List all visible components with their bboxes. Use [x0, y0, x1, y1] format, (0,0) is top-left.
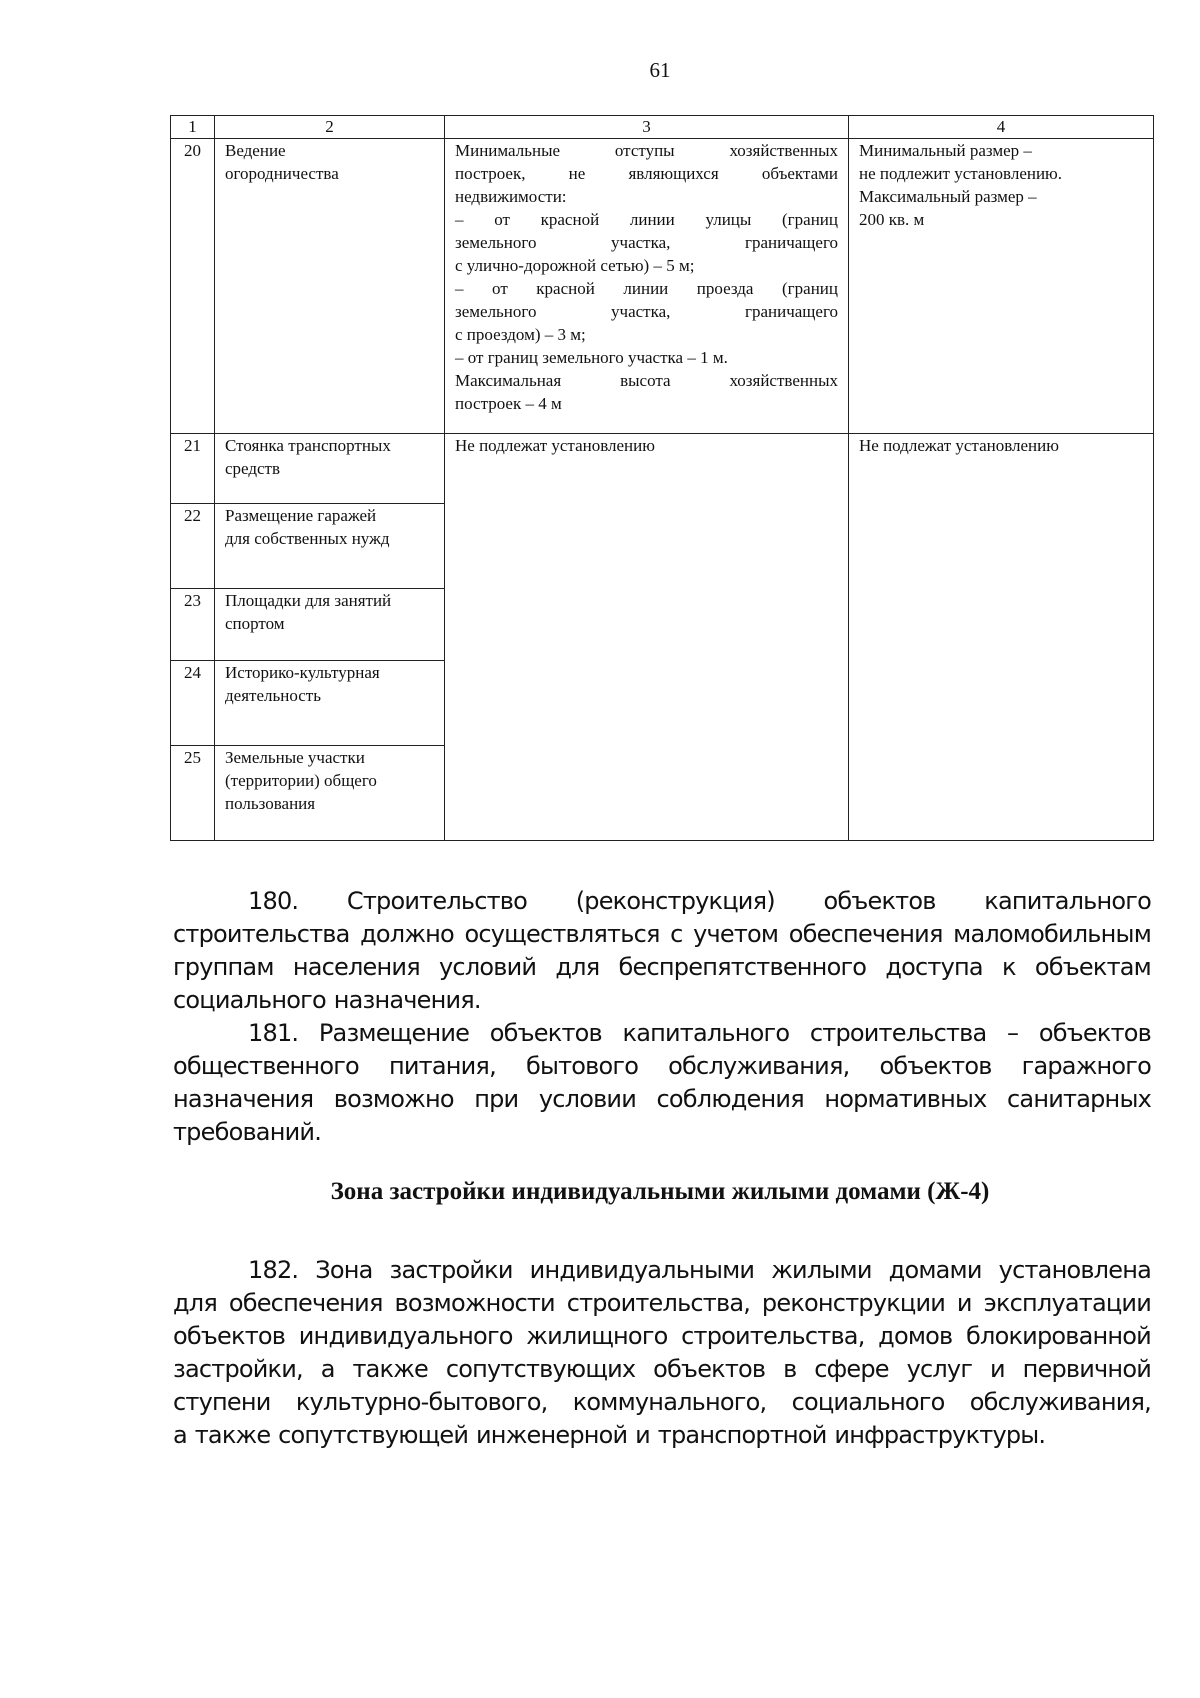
table-row	[171, 139, 1154, 434]
page-number: 61	[649, 58, 671, 82]
row-number: 21	[171, 434, 215, 504]
row-number: 20	[171, 139, 215, 434]
row-name: Стоянка транспортных средств	[215, 434, 445, 504]
row-size-limits: Минимальный размер – не подлежит установлению. Максимальный размер – 200 кв. м	[849, 139, 1154, 434]
row-parameters: Минимальные отступы хозяйственных построек, не являющихся объектами недвижимости: – от красной линии улицы (границ земельного участка, граничащего с улично-дорожной сетью) – 5 м; – от красной линии проезда (границ земельного участка, граничащего с проездом) – 3 м; – от границ земельного участка – 1 м. Максимальная высота хозяйственных построек – 4 м	[445, 139, 849, 434]
merged-size-cell: Не подлежат установлению	[849, 434, 1154, 504]
table-header-row	[171, 116, 1154, 139]
row-number: 22	[171, 504, 215, 589]
column-header: 3	[445, 116, 849, 139]
column-header: 1	[171, 116, 215, 139]
row-name: Земельные участки (территории) общего пользования	[215, 746, 445, 841]
row-number: 25	[171, 746, 215, 841]
row-name: Размещение гаражей для собственных нужд	[215, 504, 445, 589]
merged-size-cell-continuation	[849, 504, 1154, 841]
section-heading: Зона застройки индивидуальными жилыми домами (Ж-4)	[330, 1178, 990, 1205]
paragraph-180: 180. Строительство (реконструкция) объектов капитального строительства должно осуществляться с учетом обеспечения маломобильным группам населения условий для беспрепятственного доступа к объектам социального назначения.	[173, 887, 1151, 1014]
merged-parameters-cell: Не подлежат установлению	[445, 434, 849, 841]
column-header: 4	[849, 116, 1154, 139]
regulations-table	[170, 115, 1154, 841]
paragraph-182: 182. Зона застройки индивидуальными жилыми домами установлена для обеспечения возможности строительства, реконструкции и эксплуатации объектов индивидуального жилищного строительства, домов блокированной застройки, а также сопутствующих объектов в сфере услуг и первичной ступени культурно-бытового, коммунального, социального обслуживания, а также сопутствующей инженерной и транспортной инфраструктуры.	[173, 1256, 1151, 1449]
row-name: Площадки для занятий спортом	[215, 589, 445, 661]
row-name: Историко-культурная деятельность	[215, 661, 445, 746]
row-number: 23	[171, 589, 215, 661]
row-number: 24	[171, 661, 215, 746]
table-row	[171, 434, 1154, 504]
paragraph-181: 181. Размещение объектов капитального строительства – объектов общественного питания, бытового обслуживания, объектов гаражного назначения возможно при условии соблюдения нормативных санитарных требований.	[173, 1019, 1151, 1146]
row-name: Ведение огородничества	[215, 139, 445, 434]
column-header: 2	[215, 116, 445, 139]
